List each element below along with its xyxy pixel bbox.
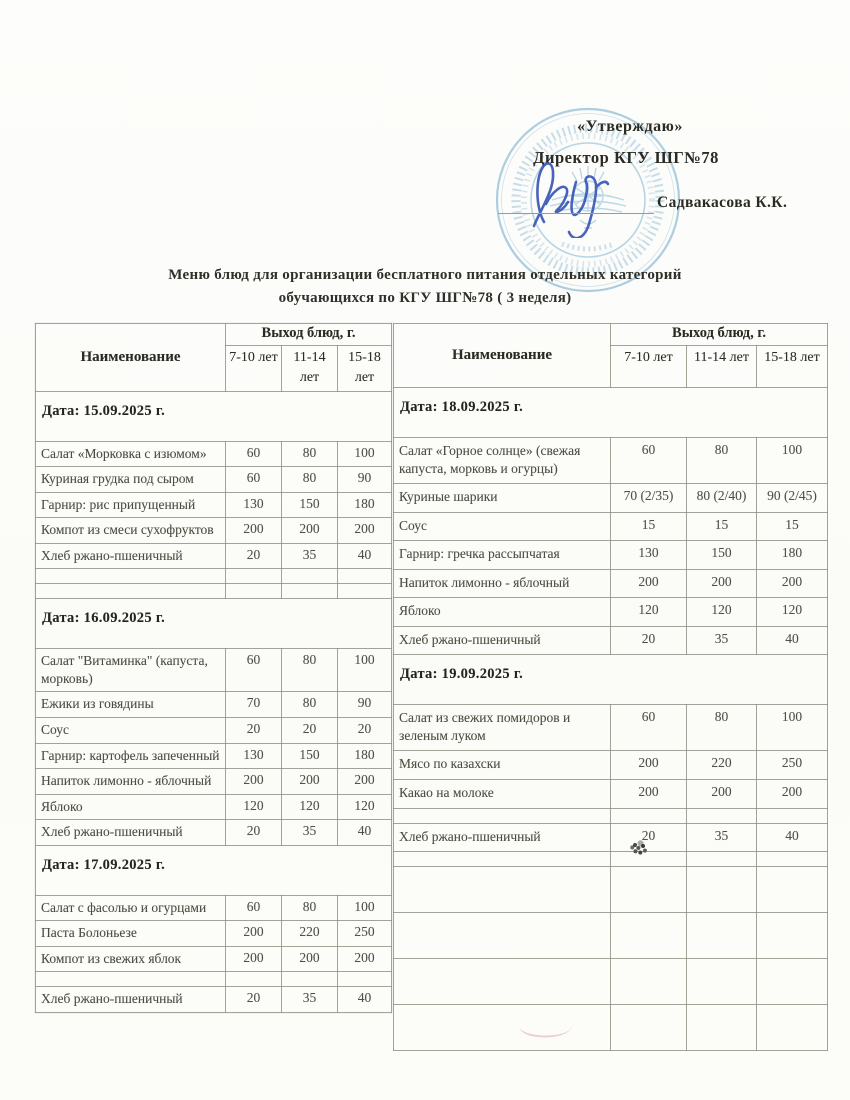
col-header-age-15-18: 15-18 лет: [757, 346, 828, 388]
approval-director-line: Директор КГУ ШГ№78: [533, 148, 719, 167]
portion-value: 130: [611, 541, 687, 570]
portion-value: [687, 959, 757, 1005]
menu-row: [394, 512, 828, 541]
portion-value: 220: [687, 751, 757, 780]
portion-value: 15: [611, 512, 687, 541]
portion-value: [611, 808, 687, 823]
portion-value: 200: [611, 569, 687, 598]
dish-name: Хлеб ржано-пшеничный: [394, 823, 611, 852]
dish-name: Салат «Морковка с изюмом»: [36, 441, 226, 467]
portion-value: 130: [226, 743, 282, 769]
empty-row: [394, 959, 828, 1005]
director-signature: [520, 152, 650, 238]
portion-value: 40: [757, 823, 828, 852]
portion-value: 80: [282, 467, 338, 493]
dish-name: Гарнир: гречка рассыпчатая: [394, 541, 611, 570]
menu-row: [36, 921, 392, 947]
portion-value: 200: [282, 769, 338, 795]
menu-row: [36, 441, 392, 467]
menu-row: [394, 823, 828, 852]
portion-value: [338, 972, 392, 987]
portion-value: 200: [687, 569, 757, 598]
portion-value: 100: [338, 441, 392, 467]
portion-value: 120: [687, 598, 757, 627]
dish-name: Гарнир: картофель запеченный: [36, 743, 226, 769]
portion-value: 20: [226, 987, 282, 1013]
empty-row: [394, 913, 828, 959]
portion-value: 60: [226, 467, 282, 493]
menu-row: [36, 743, 392, 769]
portion-value: 200: [226, 518, 282, 544]
date-label: Дата: 18.09.2025 г.: [394, 388, 828, 438]
portion-value: 200: [338, 518, 392, 544]
date-label: Дата: 19.09.2025 г.: [394, 655, 828, 705]
date-row: [394, 655, 828, 705]
menu-row: [394, 484, 828, 513]
dish-name: Хлеб ржано-пшеничный: [36, 820, 226, 846]
menu-row: [394, 598, 828, 627]
date-row: [36, 391, 392, 441]
col-header-age-7-10: 7-10 лет: [611, 346, 687, 388]
portion-value: 200: [282, 946, 338, 972]
dish-name: [36, 584, 226, 599]
col-header-name: Наименование: [394, 324, 611, 388]
menu-row: [36, 492, 392, 518]
portion-value: 100: [757, 705, 828, 751]
portion-value: [226, 584, 282, 599]
portion-value: 90: [338, 692, 392, 718]
portion-value: [338, 569, 392, 584]
portion-value: 40: [338, 987, 392, 1013]
dish-name: Компот из смеси сухофруктов: [36, 518, 226, 544]
portion-value: [611, 852, 687, 867]
portion-value: 180: [757, 541, 828, 570]
menu-row: [394, 751, 828, 780]
empty-row: [394, 1005, 828, 1051]
portion-value: [226, 972, 282, 987]
menu-row: [36, 692, 392, 718]
dish-name: Мясо по казахски: [394, 751, 611, 780]
col-header-age-11-14: 11-14 лет: [687, 346, 757, 388]
portion-value: 20: [226, 543, 282, 569]
dish-name: [394, 959, 611, 1005]
signature-line: [498, 213, 654, 214]
portion-value: 130: [226, 492, 282, 518]
approval-quote: «Утверждаю»: [577, 118, 683, 135]
menu-row: [36, 518, 392, 544]
portion-value: 20: [282, 717, 338, 743]
portion-value: 20: [338, 717, 392, 743]
portion-value: 40: [338, 543, 392, 569]
portion-value: 80 (2/40): [687, 484, 757, 513]
col-header-age-11-14: 11-14 лет: [282, 346, 338, 392]
date-label: Дата: 16.09.2025 г.: [36, 599, 392, 649]
date-row: [36, 599, 392, 649]
empty-row: [36, 569, 392, 584]
dish-name: Куриные шарики: [394, 484, 611, 513]
portion-value: 120: [611, 598, 687, 627]
portion-value: 15: [687, 512, 757, 541]
portion-value: [687, 913, 757, 959]
portion-value: 60: [226, 441, 282, 467]
menu-row: [36, 467, 392, 493]
portion-value: 200: [338, 946, 392, 972]
portion-value: 60: [226, 649, 282, 692]
dish-name: Хлеб ржано-пшеничный: [36, 987, 226, 1013]
portion-value: 35: [282, 987, 338, 1013]
portion-value: [757, 852, 828, 867]
portion-value: 60: [611, 705, 687, 751]
menu-table-right: [393, 323, 828, 1051]
portion-value: 120: [338, 794, 392, 820]
document-title: [0, 264, 850, 311]
dish-name: [36, 569, 226, 584]
portion-value: 20: [611, 823, 687, 852]
portion-value: 35: [282, 543, 338, 569]
portion-value: 250: [757, 751, 828, 780]
portion-value: [687, 1005, 757, 1051]
menu-row: [36, 543, 392, 569]
portion-value: [757, 808, 828, 823]
dish-name: Соус: [36, 717, 226, 743]
portion-value: 60: [611, 438, 687, 484]
dish-name: Хлеб ржано-пшеничный: [36, 543, 226, 569]
menu-row: [394, 438, 828, 484]
portion-value: 220: [282, 921, 338, 947]
portion-value: 200: [757, 569, 828, 598]
portion-value: 70: [226, 692, 282, 718]
portion-value: 180: [338, 492, 392, 518]
portion-value: 150: [687, 541, 757, 570]
portion-value: [611, 1005, 687, 1051]
portion-value: 150: [282, 492, 338, 518]
dish-name: Напиток лимонно - яблочный: [36, 769, 226, 795]
col-header-output: Выход блюд, г.: [611, 324, 828, 346]
portion-value: [282, 584, 338, 599]
portion-value: 80: [687, 705, 757, 751]
dish-name: [36, 972, 226, 987]
portion-value: [226, 569, 282, 584]
portion-value: [757, 913, 828, 959]
col-header-name: Наименование: [36, 324, 226, 392]
empty-row: [394, 852, 828, 867]
dish-name: Салат из свежих помидоров и зеленым луком: [394, 705, 611, 751]
portion-value: 100: [757, 438, 828, 484]
portion-value: 35: [687, 823, 757, 852]
dish-name: Паста Болоньезе: [36, 921, 226, 947]
portion-value: [757, 1005, 828, 1051]
dish-name: Салат «Горное солнце» (свежая капуста, морковь и огурцы): [394, 438, 611, 484]
dish-name: Ежики из говядины: [36, 692, 226, 718]
portion-value: [687, 808, 757, 823]
menu-row: [394, 626, 828, 655]
menu-table-left: [35, 323, 392, 1013]
portion-value: 35: [282, 820, 338, 846]
portion-value: 200: [226, 946, 282, 972]
portion-value: [611, 913, 687, 959]
dish-name: Соус: [394, 512, 611, 541]
portion-value: 200: [226, 921, 282, 947]
portion-value: [282, 972, 338, 987]
portion-value: 80: [282, 895, 338, 921]
portion-value: 120: [282, 794, 338, 820]
menu-row: [36, 649, 392, 692]
document-title-line2: обучающихся по КГУ ШГ№78 ( 3 неделя): [278, 290, 572, 307]
col-header-output: Выход блюд, г.: [226, 324, 392, 346]
portion-value: 100: [338, 649, 392, 692]
portion-value: 180: [338, 743, 392, 769]
date-label: Дата: 17.09.2025 г.: [36, 845, 392, 895]
dish-name: Напиток лимонно - яблочный: [394, 569, 611, 598]
dish-name: [394, 867, 611, 913]
portion-value: [757, 867, 828, 913]
menu-row: [36, 987, 392, 1013]
portion-value: 120: [757, 598, 828, 627]
empty-row: [36, 972, 392, 987]
menu-row: [394, 780, 828, 809]
portion-value: [757, 959, 828, 1005]
dish-name: Салат с фасолью и огурцами: [36, 895, 226, 921]
dish-name: [394, 852, 611, 867]
portion-value: 200: [757, 780, 828, 809]
menu-row: [394, 541, 828, 570]
portion-value: 80: [687, 438, 757, 484]
portion-value: 40: [338, 820, 392, 846]
portion-value: [338, 584, 392, 599]
dish-name: [394, 913, 611, 959]
portion-value: 200: [611, 751, 687, 780]
date-row: [36, 845, 392, 895]
dish-name: [394, 808, 611, 823]
portion-value: 70 (2/35): [611, 484, 687, 513]
portion-value: 250: [338, 921, 392, 947]
dish-name: [394, 1005, 611, 1051]
menu-row: [36, 820, 392, 846]
portion-value: 60: [226, 895, 282, 921]
date-row: [394, 388, 828, 438]
portion-value: [687, 852, 757, 867]
portion-value: 200: [611, 780, 687, 809]
portion-value: 150: [282, 743, 338, 769]
portion-value: 35: [687, 626, 757, 655]
dish-name: Хлеб ржано-пшеничный: [394, 626, 611, 655]
dish-name: Салат "Витаминка" (капуста, морковь): [36, 649, 226, 692]
portion-value: 120: [226, 794, 282, 820]
portion-value: 200: [282, 518, 338, 544]
portion-value: [611, 959, 687, 1005]
portion-value: 80: [282, 692, 338, 718]
portion-value: 15: [757, 512, 828, 541]
portion-value: 80: [282, 441, 338, 467]
empty-row: [394, 808, 828, 823]
portion-value: 90: [338, 467, 392, 493]
dish-name: Куриная грудка под сыром: [36, 467, 226, 493]
signer-name: Садвакасова К.К.: [657, 194, 788, 211]
portion-value: 20: [226, 820, 282, 846]
portion-value: 20: [611, 626, 687, 655]
dish-name: Гарнир: рис припущенный: [36, 492, 226, 518]
empty-row: [36, 584, 392, 599]
portion-value: 200: [226, 769, 282, 795]
portion-value: 20: [226, 717, 282, 743]
menu-row: [36, 769, 392, 795]
portion-value: [611, 867, 687, 913]
portion-value: 200: [687, 780, 757, 809]
date-label: Дата: 15.09.2025 г.: [36, 391, 392, 441]
menu-row: [394, 705, 828, 751]
document-title-line1: Меню блюд для организации бесплатного питания отдельных категорий: [168, 267, 682, 283]
portion-value: [687, 867, 757, 913]
dish-name: Яблоко: [394, 598, 611, 627]
empty-row: [394, 867, 828, 913]
dish-name: Компот из свежих яблок: [36, 946, 226, 972]
portion-value: 200: [338, 769, 392, 795]
menu-row: [394, 569, 828, 598]
portion-value: 100: [338, 895, 392, 921]
col-header-age-15-18: 15-18 лет: [338, 346, 392, 392]
menu-row: [36, 895, 392, 921]
col-header-age-7-10: 7-10 лет: [226, 346, 282, 392]
dish-name: Яблоко: [36, 794, 226, 820]
menu-row: [36, 946, 392, 972]
portion-value: [282, 569, 338, 584]
portion-value: 40: [757, 626, 828, 655]
menu-row: [36, 794, 392, 820]
dish-name: Какао на молоке: [394, 780, 611, 809]
portion-value: 80: [282, 649, 338, 692]
menu-row: [36, 717, 392, 743]
portion-value: 90 (2/45): [757, 484, 828, 513]
